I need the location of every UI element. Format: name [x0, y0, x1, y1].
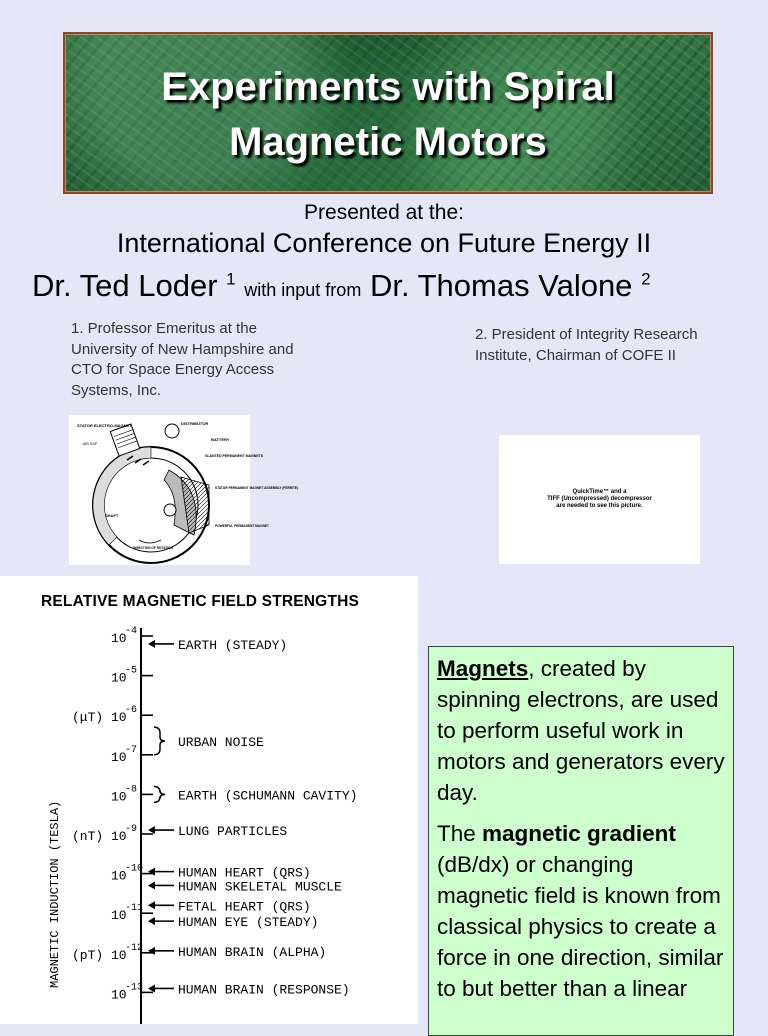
chart-entry-arrowhead — [148, 984, 155, 992]
chart-entry-label: HUMAN SKELETAL MUSCLE — [178, 879, 342, 895]
chart-tick-label: 10 — [111, 631, 127, 646]
chart-tick-label: 10 — [111, 868, 127, 884]
chart-title: RELATIVE MAGNETIC FIELD STRENGTHS — [41, 593, 360, 610]
chart-entry-brace — [154, 786, 165, 802]
magnets-term: Magnets — [437, 656, 529, 681]
chart-entry-brace — [154, 727, 165, 755]
info-p2-start: The — [437, 821, 483, 846]
chart-entry-label: HUMAN BRAIN (ALPHA) — [178, 944, 327, 960]
author-2: Dr. Thomas Valone — [369, 268, 633, 303]
chart-entry-label: FETAL HEART (QRS) — [178, 899, 311, 915]
motor-label: AIR GAP — [83, 442, 98, 446]
chart-tick-label: 10 — [111, 987, 127, 1003]
conference-name: International Conference on Future Energy II — [116, 228, 652, 258]
info-paragraph-1 — [437, 653, 725, 808]
motor-diagram-svg — [69, 415, 299, 565]
with-input-text: with input from — [244, 280, 362, 300]
chart-tick-label: 10 — [111, 829, 127, 844]
chart-entry-label: EARTH (SCHUMANN CAVITY) — [178, 788, 358, 804]
chart-tick-exponent: -10 — [125, 863, 144, 875]
motor-label: DISTRIBUTOR — [181, 421, 209, 426]
author-2-superscript: 2 — [641, 269, 651, 289]
field-strength-chart — [0, 576, 418, 1024]
chart-unit-label: (pT) — [72, 947, 104, 963]
motor-label: STATOR ELECTRO-MAGNET — [77, 423, 132, 428]
motor-label: SHAFT — [105, 513, 119, 518]
chart-tick-exponent: -4 — [125, 626, 138, 637]
motor-label: SLANTED PERMANENT MAGNETS — [205, 454, 264, 458]
chart-entry-arrowhead — [148, 917, 155, 925]
title-line-1: Experiments with Spiral — [161, 65, 615, 109]
chart-entry-label: HUMAN HEART (QRS) — [178, 865, 311, 881]
chart-unit-label: (nT) — [72, 829, 104, 844]
spiral-motor-diagram — [69, 415, 299, 565]
affiliation-2: 2. President of Integrity Research Institute, Chairman of COFE II — [475, 326, 698, 364]
slide-title — [65, 60, 711, 170]
affiliation-1: 1. Professor Emeritus at the University of New Hampshire and CTO for Space Energy Access Systems, Inc. — [71, 320, 294, 399]
chart-tick-label: 10 — [111, 710, 127, 726]
info-paragraph-2 — [437, 818, 725, 1004]
info-p1-text: , created by spinning electrons, are used to perform useful work in motors and generators every day. — [437, 656, 725, 805]
motor-label: BATTERY — [211, 437, 230, 442]
chart-tick-label: 10 — [111, 749, 127, 765]
qt-line-1: QuickTime™ and a — [572, 489, 627, 495]
chart-svg — [0, 576, 418, 1024]
chart-tick-exponent: -7 — [125, 744, 138, 756]
chart-entry-label: URBAN NOISE — [178, 734, 264, 750]
chart-entry-label: HUMAN EYE (STEADY) — [178, 915, 319, 931]
motor-label: POWERFUL PERMANENT MAGNET — [215, 524, 269, 528]
chart-entry-arrowhead — [148, 640, 155, 648]
chart-tick-label: 10 — [111, 789, 127, 805]
chart-entry-arrowhead — [148, 868, 155, 876]
chart-entry-arrowhead — [148, 901, 155, 909]
motor-label: DIRECTION OF ROTATION — [133, 546, 173, 550]
chart-tick-label: 10 — [111, 670, 127, 686]
authors-line — [32, 268, 651, 304]
chart-tick-exponent: -11 — [125, 903, 144, 915]
author-1: Dr. Ted Loder — [32, 268, 218, 303]
title-banner — [63, 32, 713, 194]
qt-line-2: TIFF (Uncompressed) decompressor — [547, 496, 652, 502]
chart-unit-label: (μT) — [72, 710, 104, 726]
quicktime-placeholder — [499, 435, 700, 564]
chart-entry-arrowhead — [148, 826, 155, 834]
magnets-info-box — [428, 646, 734, 1036]
chart-tick-exponent: -12 — [125, 942, 144, 954]
chart-tick-exponent: -6 — [125, 705, 138, 717]
magnetic-gradient-term: magnetic gradient — [482, 821, 676, 846]
motor-label: STATOR PERMANENT MAGNET ASSEMBLY (FERRITE) — [215, 486, 299, 490]
chart-y-axis-label: MAGNETIC INDUCTION (TESLA) — [48, 800, 62, 988]
presented-at: Presented at the: — [304, 201, 464, 224]
chart-tick-exponent: -9 — [125, 824, 138, 835]
chart-tick-exponent: -8 — [125, 784, 138, 796]
chart-entry-label: EARTH (STEADY) — [178, 637, 288, 653]
chart-entry-label: LUNG PARTICLES — [178, 824, 288, 840]
chart-entry-label: HUMAN BRAIN (RESPONSE) — [178, 982, 350, 998]
chart-tick-label: 10 — [111, 908, 127, 924]
chart-tick-exponent: -13 — [125, 982, 144, 994]
qt-line-3: are needed to see this picture. — [556, 503, 643, 509]
chart-tick-exponent: -5 — [125, 665, 138, 677]
author-1-superscript: 1 — [226, 269, 236, 289]
chart-entry-arrowhead — [148, 947, 155, 955]
title-line-2: Magnetic Motors — [229, 120, 547, 164]
info-p2-text: (dB/dx) or changing magnetic field is known from classical physics to create a force in one direction, similar to but better than a linear — [437, 852, 724, 1001]
chart-entry-arrowhead — [148, 881, 155, 889]
chart-tick-label: 10 — [111, 947, 127, 963]
